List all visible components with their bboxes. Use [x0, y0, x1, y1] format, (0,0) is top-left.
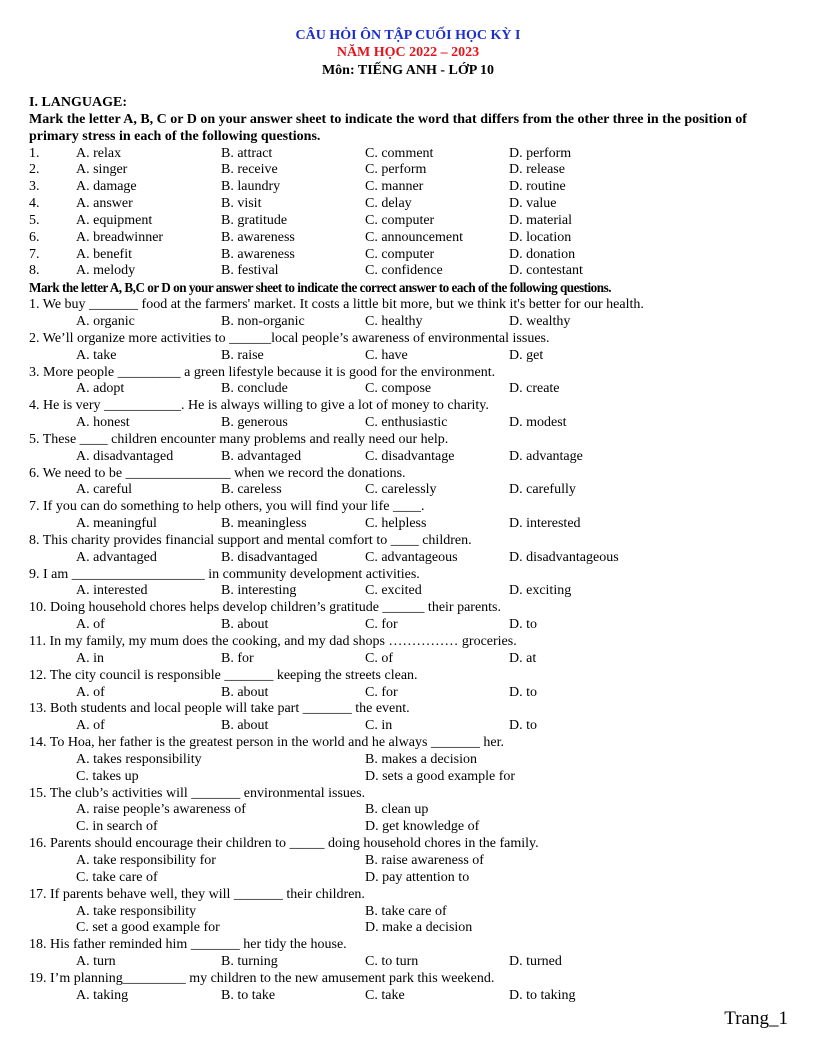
answer-option: D. to	[509, 617, 537, 633]
option-d: D. contestant	[509, 263, 583, 279]
option-a: A. damage	[76, 179, 137, 195]
mc-question-list	[29, 297, 791, 1004]
option-d: D. location	[509, 229, 572, 245]
option-d: D. perform	[509, 145, 572, 161]
question-number: 2.	[29, 162, 40, 178]
stress-question-list	[29, 146, 791, 281]
answer-options	[29, 988, 791, 1005]
question-text: 16. Parents should encourage their children to _____ doing household chores in the family.	[29, 836, 539, 852]
question-text: 17. If parents behave well, they will _______ their children.	[29, 886, 365, 902]
option-c: C. perform	[365, 162, 427, 178]
question-text: 13. Both students and local people will take part _______ the event.	[29, 701, 410, 717]
answer-option: B. interesting	[221, 583, 297, 599]
answer-option: C. to turn	[365, 954, 419, 970]
answer-option: A. in	[76, 650, 104, 666]
answer-option: C. helpless	[365, 516, 427, 532]
stress-question	[29, 263, 791, 280]
option-d: D. donation	[509, 246, 576, 262]
answer-option: C. take care of	[76, 869, 158, 885]
answer-option: D. at	[509, 650, 537, 666]
answer-option: A. take responsibility	[76, 903, 197, 919]
answer-option: D. pay attention to	[365, 869, 470, 885]
answer-option: A. careful	[76, 482, 132, 498]
option-b: B. visit	[221, 196, 262, 212]
answer-options	[29, 954, 791, 971]
answer-options	[29, 348, 791, 365]
option-d: D. material	[509, 212, 572, 228]
answer-option: A. takes responsibility	[76, 751, 202, 767]
option-b: B. laundry	[221, 179, 281, 195]
answer-option: B. generous	[221, 415, 288, 431]
answer-option: D. to taking	[509, 987, 576, 1003]
option-a: A. benefit	[76, 246, 132, 262]
answer-option: A. interested	[76, 583, 148, 599]
answer-option: A. adopt	[76, 381, 125, 397]
answer-option: D. turned	[509, 954, 562, 970]
question-number: 7.	[29, 246, 40, 262]
doc-school-year: NĂM HỌC 2022 – 2023	[336, 45, 480, 60]
answer-option: C. advantageous	[365, 549, 458, 565]
option-d: D. value	[509, 196, 557, 212]
option-c: C. delay	[365, 196, 412, 212]
answer-options	[29, 819, 791, 836]
question-text: 2. We’ll organize more activities to ______local people’s awareness of environmental issues.	[29, 330, 550, 346]
answer-option: B. about	[221, 718, 269, 734]
answer-option: A. meaningful	[76, 516, 157, 532]
answer-option: C. in search of	[76, 819, 158, 835]
question-text: 15. The club’s activities will _______ environmental issues.	[29, 785, 366, 801]
answer-options	[29, 651, 791, 668]
answer-options	[29, 870, 791, 887]
answer-option: B. raise awareness of	[365, 852, 484, 868]
question-text: 12. The city council is responsible _______ keeping the streets clean.	[29, 667, 418, 683]
answer-option: A. of	[76, 684, 105, 700]
section-heading: I. LANGUAGE:	[29, 95, 128, 110]
answer-option: B. disadvantaged	[221, 549, 318, 565]
option-a: A. equipment	[76, 212, 153, 228]
page-number: Trang_1	[724, 1008, 788, 1029]
answer-option: A. take responsibility for	[76, 852, 216, 868]
answer-option: B. advantaged	[221, 448, 302, 464]
answer-option: A. of	[76, 718, 105, 734]
answer-options	[29, 449, 791, 466]
question-text: 9. I am ___________________ in community development activities.	[29, 566, 420, 582]
answer-option: C. excited	[365, 583, 422, 599]
answer-option: C. take	[365, 987, 405, 1003]
answer-option: A. turn	[76, 954, 116, 970]
answer-option: A. of	[76, 617, 105, 633]
question-number: 5.	[29, 212, 40, 228]
option-d: D. routine	[509, 179, 566, 195]
question-text: 3. More people _________ a green lifestyle because it is good for the environment.	[29, 364, 496, 380]
instruction-mc: Mark the letter A, B,C or D on your answer sheet to indicate the correct answer to each of the following questions.	[29, 280, 612, 296]
question-number: 4.	[29, 196, 40, 212]
answer-options	[29, 516, 791, 533]
doc-title: CÂU HỎI ÔN TẬP CUỐI HỌC KỲ I	[295, 28, 521, 43]
option-a: A. answer	[76, 196, 133, 212]
answer-option: A. honest	[76, 415, 130, 431]
stress-question	[29, 179, 791, 196]
answer-options	[29, 415, 791, 432]
answer-option: D. get	[509, 347, 544, 363]
answer-option: C. disadvantage	[365, 448, 455, 464]
answer-option: C. compose	[365, 381, 432, 397]
answer-option: D. create	[509, 381, 560, 397]
answer-options	[29, 853, 791, 870]
option-b: B. awareness	[221, 229, 295, 245]
option-b: B. attract	[221, 145, 273, 161]
answer-option: B. for	[221, 650, 254, 666]
option-c: C. confidence	[365, 263, 443, 279]
answer-option: A. take	[76, 347, 117, 363]
stress-question	[29, 162, 791, 179]
answer-option: C. for	[365, 617, 398, 633]
option-a: A. melody	[76, 263, 136, 279]
answer-option: B. clean up	[365, 802, 429, 818]
option-d: D. release	[509, 162, 565, 178]
answer-option: D. make a decision	[365, 920, 473, 936]
answer-option: A. taking	[76, 987, 129, 1003]
answer-options	[29, 904, 791, 921]
answer-options	[29, 718, 791, 735]
answer-option: C. set a good example for	[76, 920, 220, 936]
question-text: 18. His father reminded him _______ her tidy the house.	[29, 937, 347, 953]
answer-option: A. advantaged	[76, 549, 157, 565]
answer-option: B. raise	[221, 347, 264, 363]
answer-option: D. to	[509, 684, 537, 700]
answer-option: C. have	[365, 347, 408, 363]
answer-option: C. of	[365, 650, 393, 666]
stress-question	[29, 230, 791, 247]
answer-options	[29, 802, 791, 819]
option-b: B. awareness	[221, 246, 295, 262]
question-text: 8. This charity provides financial support and mental comfort to ____ children.	[29, 532, 472, 548]
answer-options	[29, 769, 791, 786]
answer-option: A. disadvantaged	[76, 448, 174, 464]
answer-options	[29, 617, 791, 634]
option-c: C. computer	[365, 212, 435, 228]
answer-option: C. takes up	[76, 768, 139, 784]
answer-option: C. healthy	[365, 313, 423, 329]
answer-option: D. sets a good example for	[365, 768, 516, 784]
answer-option: C. carelessly	[365, 482, 437, 498]
question-number: 3.	[29, 179, 40, 195]
answer-option: D. advantage	[509, 448, 583, 464]
answer-option: D. disadvantageous	[509, 549, 619, 565]
answer-options	[29, 920, 791, 937]
option-c: C. computer	[365, 246, 435, 262]
answer-option: B. makes a decision	[365, 751, 477, 767]
doc-subject: Môn: TIẾNG ANH - LỚP 10	[321, 63, 495, 78]
question-text: 14. To Hoa, her father is the greatest person in the world and he always _______ her.	[29, 735, 505, 751]
answer-option: D. modest	[509, 415, 567, 431]
answer-option: B. careless	[221, 482, 282, 498]
answer-option: D. interested	[509, 516, 581, 532]
instruction-stress: Mark the letter A, B, C or D on your answer sheet to indicate the word that differs from the other three in the position of primary stress in each of the following questions.	[29, 111, 747, 144]
answer-option: C. for	[365, 684, 398, 700]
option-c: C. announcement	[365, 229, 463, 245]
answer-option: D. wealthy	[509, 313, 571, 329]
answer-options	[29, 752, 791, 769]
answer-option: D. get knowledge of	[365, 819, 480, 835]
stress-question	[29, 213, 791, 230]
answer-options	[29, 583, 791, 600]
option-c: C. manner	[365, 179, 424, 195]
answer-options	[29, 550, 791, 567]
question-number: 6.	[29, 229, 40, 245]
question-text: 19. I’m planning_________ my children to the new amusement park this weekend.	[29, 970, 495, 986]
stress-question	[29, 146, 791, 163]
answer-option: A. organic	[76, 313, 135, 329]
option-b: B. receive	[221, 162, 278, 178]
question-text: 11. In my family, my mum does the cooking, and my dad shops …………… groceries.	[29, 634, 517, 649]
answer-option: B. turning	[221, 954, 278, 970]
answer-option: B. non-organic	[221, 313, 305, 329]
answer-option: D. to	[509, 718, 537, 734]
answer-option: B. conclude	[221, 381, 288, 397]
answer-option: D. exciting	[509, 583, 572, 599]
answer-option: C. in	[365, 718, 393, 734]
content	[29, 95, 791, 1005]
question-text: 1. We buy _______ food at the farmers' market. It costs a little bit more, but we think it's better for our health.	[29, 297, 644, 313]
question-text: 10. Doing household chores helps develop children’s gratitude ______ their parents.	[29, 600, 502, 616]
stress-question	[29, 247, 791, 264]
answer-option: A. raise people’s awareness of	[76, 802, 246, 818]
answer-option: B. about	[221, 684, 269, 700]
question-text: 5. These ____ children encounter many problems and really need our help.	[29, 431, 449, 447]
question-text: 6. We need to be _______________ when we record the donations.	[29, 465, 406, 481]
option-a: A. relax	[76, 145, 122, 161]
question-text: 7. If you can do something to help others, you will find your life ____.	[29, 499, 425, 515]
question-number: 1.	[29, 145, 40, 161]
answer-option: B. to take	[221, 987, 276, 1003]
stress-question	[29, 196, 791, 213]
option-b: B. gratitude	[221, 212, 288, 228]
option-a: A. breadwinner	[76, 229, 164, 245]
answer-options	[29, 381, 791, 398]
option-c: C. comment	[365, 145, 434, 161]
answer-options	[29, 482, 791, 499]
option-b: B. festival	[221, 263, 279, 279]
answer-option: D. carefully	[509, 482, 576, 498]
answer-option: B. about	[221, 617, 269, 633]
answer-option: B. meaningless	[221, 516, 307, 532]
question-number: 8.	[29, 263, 40, 279]
answer-option: B. take care of	[365, 903, 447, 919]
answer-options	[29, 685, 791, 702]
option-a: A. singer	[76, 162, 128, 178]
answer-options	[29, 314, 791, 331]
question-text: 4. He is very ___________. He is always willing to give a lot of money to charity.	[29, 398, 489, 414]
answer-option: C. enthusiastic	[365, 415, 448, 431]
